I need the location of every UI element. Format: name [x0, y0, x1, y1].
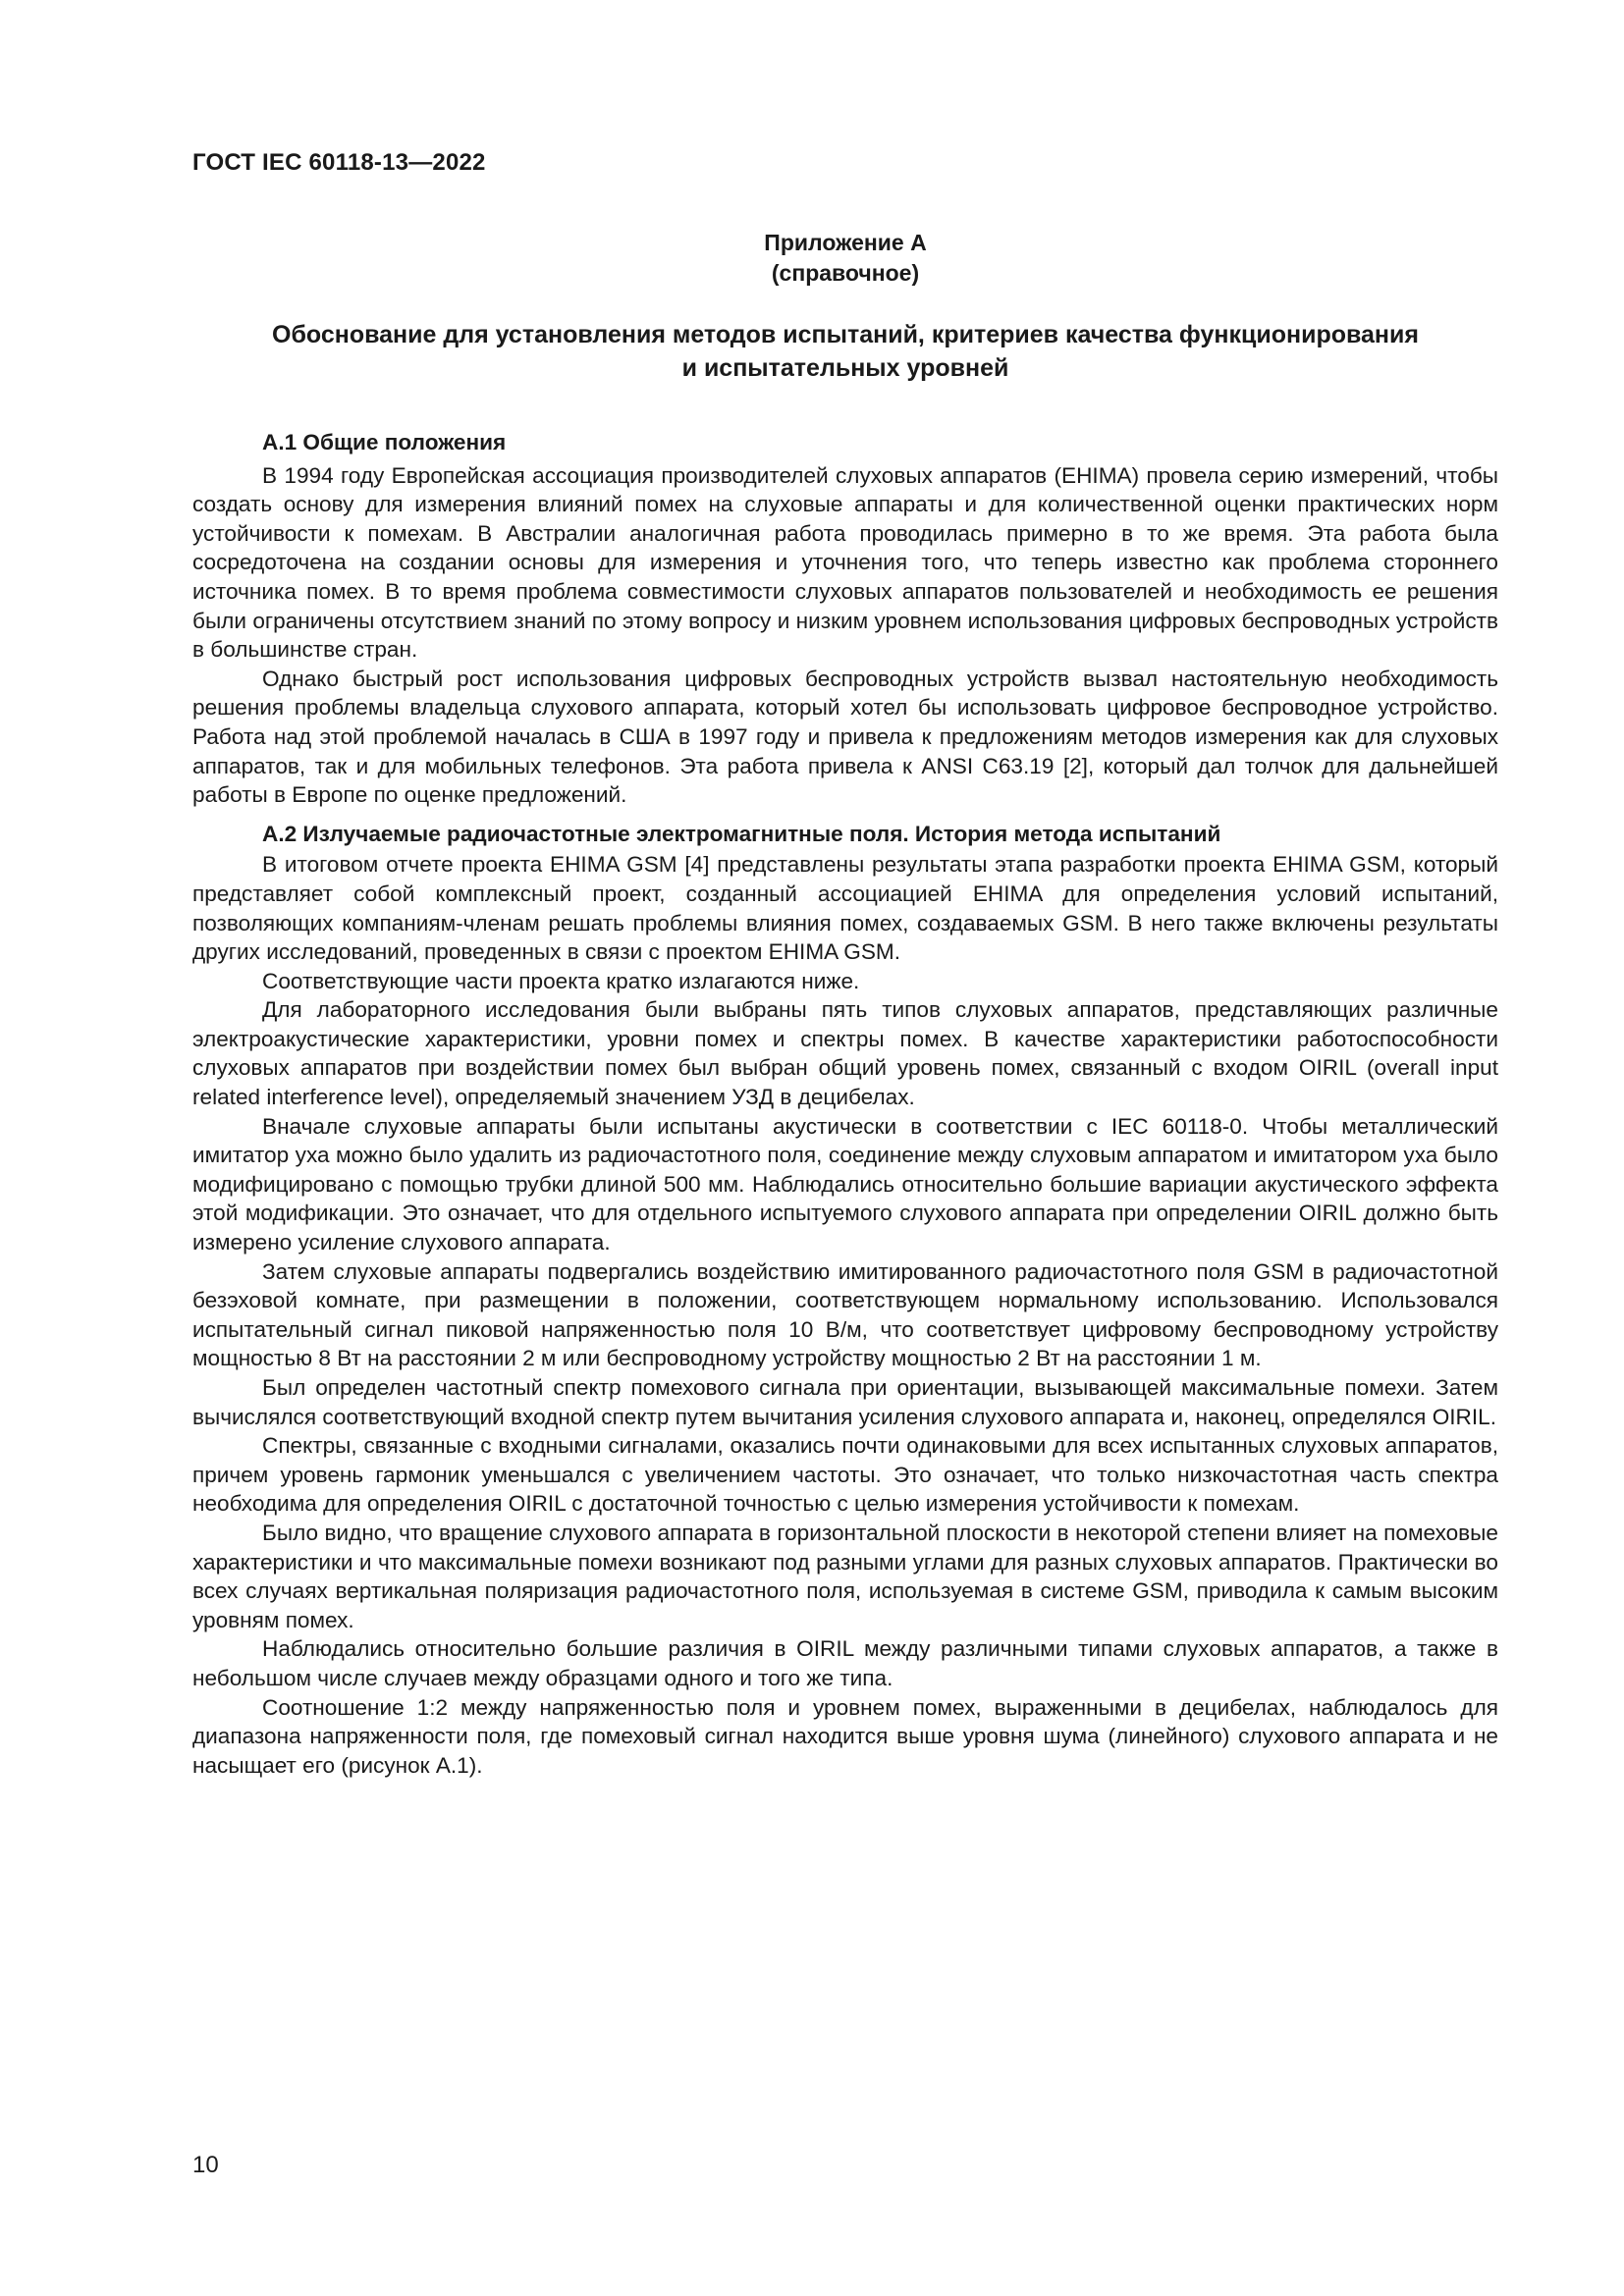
paragraph: Было видно, что вращение слухового аппарата в горизонтальной плоскости в некоторой степени влияет на помеховые характеристики и что максимальные помехи возникают под разными углами для разных слуховых аппаратов. Практически во всех случаях вертикальная поляризация радиочастотного поля, используемая в системе GSM, приводила к самым высоким уровням помех.	[192, 1520, 1498, 1632]
paragraph: Вначале слуховые аппараты были испытаны акустически в соответствии с IEC 60118-0. Чтобы металлический имитатор уха можно было удалить из радиочастотного поля, соединение между слуховым аппаратом и имитатором уха было модифицировано с помощью трубки длиной 500 мм. Наблюдались относительно большие вариации акустического эффекта этой модификации. Это означает, что для отдельного испытуемого слухового аппарата при определении OIRIL должно быть измерено усиление слухового аппарата.	[192, 1113, 1498, 1255]
paragraph: В итоговом отчете проекта EHIMA GSM [4] представлены результаты этапа разработки проекта EHIMA GSM, который представляет собой комплексный проект, созданный ассоциацией EHIMA для определения условий испытаний, позволяющих компаниям-членам решать проблемы влияния помех, создаваемых GSM. В него также включены результаты других исследований, проведенных в связи с проектом EHIMA GSM.	[192, 852, 1498, 965]
document-code-header: ГОСТ IEC 60118-13—2022	[192, 149, 486, 176]
appendix-title-line-1: Обоснование для установления методов испытаний, критериев качества функционирования	[272, 321, 1419, 348]
appendix-title	[192, 318, 1498, 385]
paragraph: Был определен частотный спектр помехового сигнала при ориентации, вызывающей максимальные помехи. Затем вычислялся соответствующий входной спектр путем вычитания усиления слухового аппарата и, наконец, определялся OIRIL.	[192, 1375, 1498, 1429]
paragraph: Однако быстрый рост использования цифровых беспроводных устройств вызвал настоятельную необходимость решения проблемы владельца слухового аппарата, который хотел бы использовать цифровое беспроводное устройство. Работа над этой проблемой началась в США в 1997 году и привела к предложениям методов измерения как для слуховых аппаратов, так и для мобильных телефонов. Эта работа привела к ANSI C63.19 [2], который дал толчок для дальнейшей работы в Европе по оценке предложений.	[192, 666, 1498, 808]
section-heading-a1: А.1 Общие положения	[262, 430, 507, 454]
appendix-status: (справочное)	[771, 260, 920, 286]
appendix-label: Приложение А	[764, 230, 927, 255]
paragraph: Наблюдались относительно большие различия в OIRIL между различными типами слуховых аппаратов, а также в небольшом числе случаев между образцами одного и того же типа.	[192, 1636, 1498, 1690]
paragraph: Спектры, связанные с входными сигналами, оказались почти одинаковыми для всех испытанных слуховых аппаратов, причем уровень гармоник уменьшался с увеличением частоты. Это означает, что только низкочастотная часть спектра необходима для определения OIRIL с достаточной точностью с целью измерения устойчивости к помехам.	[192, 1433, 1498, 1517]
paragraph: Соответствующие части проекта кратко излагаются ниже.	[262, 968, 860, 993]
appendix-heading	[192, 228, 1498, 289]
page-number: 10	[192, 2152, 219, 2178]
paragraph: Соотношение 1:2 между напряженностью поля и уровнем помех, выраженными в децибелах, наблюдалось для диапазона напряженности поля, где помеховый сигнал находится выше уровня шума (линейного) слухового аппарата и не насыщает его (рисунок А.1).	[192, 1694, 1498, 1778]
paragraph: Затем слуховые аппараты подвергались воздействию имитированного радиочастотного поля GSM в радиочастотной безэховой комнате, при размещении в положении, соответствующем нормальному использованию. Использовался испытательный сигнал пиковой напряженностью поля 10 В/м, что соответствует цифровому беспроводному устройству мощностью 8 Вт на расстоянии 2 м или беспроводному устройству мощностью 2 Вт на расстоянии 1 м.	[192, 1258, 1498, 1371]
paragraph: Для лабораторного исследования были выбраны пять типов слуховых аппаратов, представляющих различные электроакустические характеристики, уровни помех и спектры помех. В качестве характеристики работоспособности слуховых аппаратов при воздействии помех был выбран общий уровень помех, связанный с входом OIRIL (overall input related interference level), определяемый значением УЗД в децибелах.	[192, 997, 1498, 1110]
document-body	[192, 428, 1498, 1780]
section-heading-a2: А.2 Излучаемые радиочастотные электромагнитные поля. История метода испытаний	[262, 821, 1221, 846]
paragraph: В 1994 году Европейская ассоциация производителей слуховых аппаратов (EHIMA) провела серию измерений, чтобы создать основу для измерения влияний помех на слуховые аппараты и для количественной оценки практических норм устойчивости к помехам. В Австралии аналогичная работа проводилась примерно в то же время. Эта работа была сосредоточена на создании основы для измерения и уточнения того, что теперь известно как проблема стороннего источника помех. В то время проблема совместимости слуховых аппаратов пользователей и необходимость ее решения были ограничены отсутствием знаний по этому вопросу и низким уровнем использования цифровых беспроводных устройств в большинстве стран.	[192, 462, 1498, 663]
appendix-title-line-2: и испытательных уровней	[681, 354, 1009, 382]
